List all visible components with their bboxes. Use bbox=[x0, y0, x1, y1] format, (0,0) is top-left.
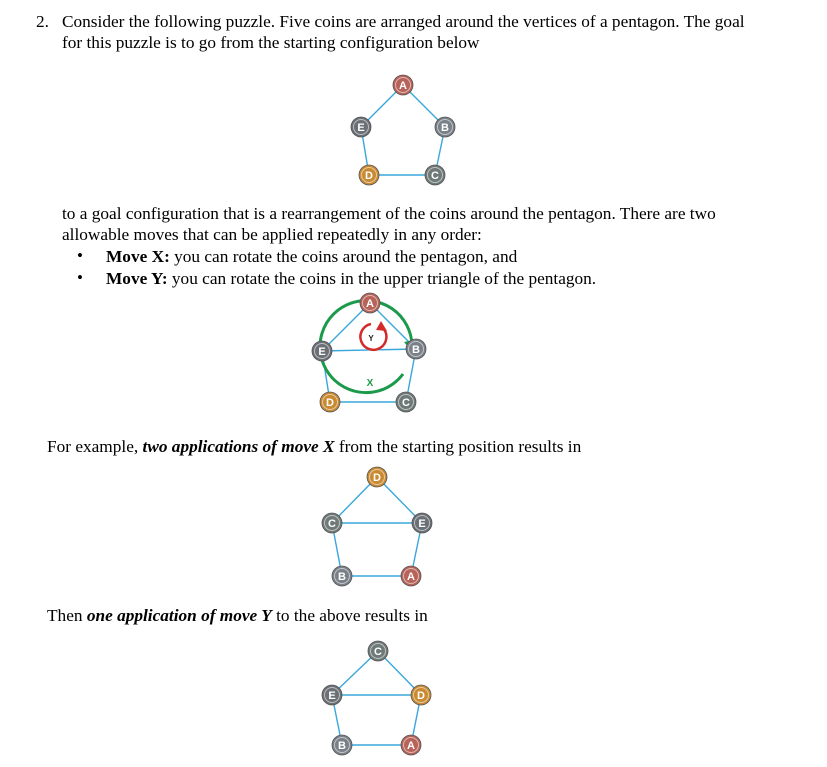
coin-after-y-top bbox=[368, 641, 388, 661]
move-y-label: Move Y: bbox=[106, 269, 168, 288]
coin-letter: A bbox=[407, 571, 415, 583]
goal-line-2: allowable moves that can be applied repeatedly in any order: bbox=[62, 225, 482, 244]
coin-after-y-bottom-right bbox=[401, 735, 421, 755]
move-y-text: you can rotate the coins in the upper triangle of the pentagon. bbox=[167, 269, 597, 288]
coin-letter: B bbox=[338, 571, 346, 583]
coin-letter: E bbox=[418, 518, 426, 530]
coin-letter: D bbox=[373, 472, 381, 484]
coin-letter: B bbox=[338, 740, 346, 752]
coin-letter: C bbox=[374, 646, 382, 658]
move-y-label-icon: Y bbox=[368, 334, 374, 343]
move-x-label-icon: X bbox=[366, 378, 374, 389]
after-y-pentagon bbox=[332, 651, 421, 745]
then-pre: Then bbox=[47, 606, 87, 625]
goal-line-1: to a goal configuration that is a rearrangement of the coins around the pentagon. There are two bbox=[62, 204, 716, 223]
move-x-text: you can rotate the coins around the pentagon, and bbox=[169, 247, 518, 266]
coin-letter: A bbox=[407, 740, 415, 752]
example-pre: For example, bbox=[47, 437, 143, 456]
coin-letter: C bbox=[402, 397, 410, 409]
coin-letter: D bbox=[365, 170, 373, 182]
coin-letter: A bbox=[366, 298, 374, 310]
example-emphasis: two applications of move X bbox=[142, 437, 335, 456]
problem-number: 2. bbox=[36, 12, 49, 31]
coin-after-y-right bbox=[411, 685, 431, 705]
move-x-label: Move X: bbox=[106, 247, 170, 266]
coin-letter: D bbox=[417, 690, 425, 702]
coin-letter: B bbox=[412, 344, 420, 356]
coin-letter: E bbox=[328, 690, 336, 702]
intro-line-1: Consider the following puzzle. Five coins are arranged around the vertices of a pentagon. The goal bbox=[62, 12, 745, 31]
example-post: from the starting position results in bbox=[334, 437, 582, 456]
then-post: to the above results in bbox=[271, 606, 428, 625]
coin-letter: A bbox=[399, 80, 407, 92]
coin-letter: C bbox=[431, 170, 439, 182]
bullet-move-x: • bbox=[77, 246, 83, 265]
coin-after-y-bottom-left bbox=[332, 735, 352, 755]
coin-letter: B bbox=[441, 122, 449, 134]
coin-after-y-left bbox=[322, 685, 342, 705]
coin-letter: E bbox=[318, 346, 326, 358]
bullet-move-y: • bbox=[77, 268, 83, 287]
intro-line-2: for this puzzle is to go from the starting configuration below bbox=[62, 33, 480, 52]
coin-letter: D bbox=[326, 397, 334, 409]
then-emphasis: one application of move Y bbox=[86, 606, 272, 625]
coin-letter: E bbox=[357, 122, 365, 134]
coin-letter: C bbox=[328, 518, 336, 530]
